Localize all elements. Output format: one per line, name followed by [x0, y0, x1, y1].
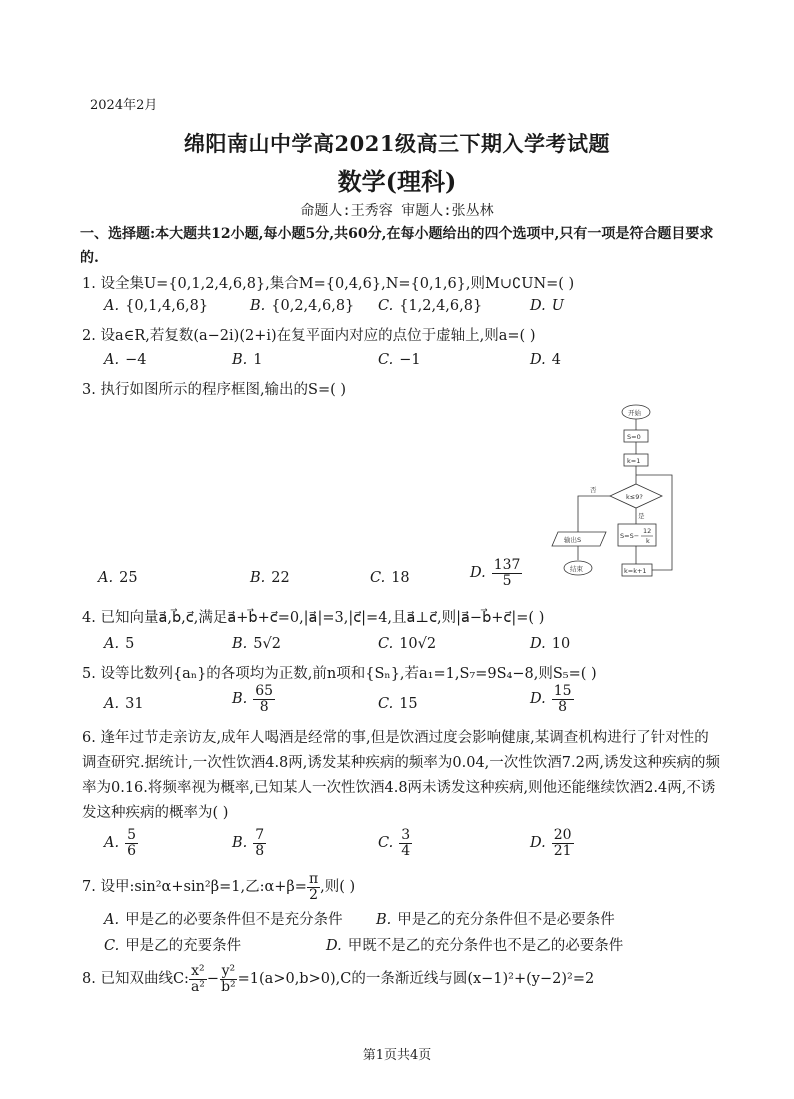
question-7-stem: 7. 设甲:sin²α+sin²β=1,乙:α+β= $\frac{\pi}{2}$ ,则( ) [82, 871, 356, 903]
exam-authors: 命题人:王秀容 审题人:张丛林 [300, 203, 494, 219]
flow-start: 开始 [628, 409, 641, 417]
q2-option-c: C. −1 [378, 352, 421, 368]
question-2-stem: 2. 设a∈R,若复数(a−2i)(2+i)在复平面内对应的点位于虚轴上,则a=( ) [82, 328, 536, 344]
q1-option-c: C. {1,2,4,6,8} [378, 298, 483, 314]
flow-init-s: S=0 [627, 433, 641, 441]
section-heading: 一、选择题:本大题共12小题,每小题5分,共60分,在每小题给出的四个选项中,只有一项是符合题目要求的. [80, 226, 714, 266]
question-6-stem: 6. 逢年过节走亲访友,成年人喝酒是经常的事,但是饮酒过度会影响健康,某调查机构进行了针对性的调查研究.据统计,一次性饮酒4.8两,诱发某种疾病的频率为0.04,一次性饮酒7.2两,诱发这种疾病的频率为0.16.将频率视为概率,已知某人一次性饮酒4.8两未诱发这种疾病,则他还能继续饮酒2.4两,不诱发这种疾病的概率为( ) [82, 730, 720, 821]
q4-option-b: B. 5√2 [232, 636, 281, 652]
q7-option-b: B. 甲是乙的充分条件但不是必要条件 [376, 912, 615, 928]
flow-output: 输出S [564, 536, 582, 544]
q1-option-a: A. {0,1,4,6,8} [104, 298, 209, 314]
flow-init-k: k=1 [627, 457, 641, 465]
flow-update-k: k=k+1 [624, 567, 647, 575]
q3-option-b: B. 22 [250, 570, 290, 586]
exam-subject: 数学(理科) [337, 167, 457, 196]
flow-frac-num: 12 [643, 527, 652, 535]
flow-condition: k≤9? [626, 493, 643, 501]
q5-option-a: A. 31 [104, 696, 144, 712]
page-footer: 第1页共4页 [362, 1048, 432, 1063]
q1-option-d: D. U [530, 298, 564, 314]
q3-option-a: A. 25 [98, 570, 138, 586]
question-5-stem: 5. 设等比数列{aₙ}的各项均为正数,前n项和{Sₙ},若a₁=1,S₇=9S₄−8,则S₅=( ) [82, 666, 597, 682]
flow-no: 否 [590, 486, 597, 494]
flow-update-s: S=S− [620, 532, 640, 540]
q5-option-d: D. $\frac{15}{8}$ [530, 683, 572, 715]
q4-option-a: A. 5 [104, 636, 135, 652]
program-flowchart [548, 400, 688, 590]
q3-option-c: C. 18 [370, 570, 410, 586]
q7-option-c: C. 甲是乙的充要条件 [104, 938, 242, 954]
q6-option-d: D. $\frac{20}{21}$ [530, 827, 572, 859]
exam-date: 2024年2月 [90, 98, 158, 113]
q6-option-a: A. $\frac{5}{6}$ [104, 827, 137, 859]
exam-title: 绵阳南山中学高2021级高三下期入学考试题 [184, 131, 610, 156]
flow-frac-den: k [646, 537, 650, 545]
q6-option-c: C. $\frac{3}{4}$ [378, 827, 411, 859]
question-4-stem: 4. 已知向量a⃗,b⃗,c⃗,满足a⃗+b⃗+c⃗=0,|a⃗|=3,|c⃗|=4,且a⃗⊥c⃗,则|a⃗−b⃗+c⃗|=( ) [82, 610, 545, 626]
q2-option-b: B. 1 [232, 352, 263, 368]
q2-option-d: D. 4 [530, 352, 561, 368]
flow-end: 结束 [570, 565, 583, 573]
q6-option-b: B. $\frac{7}{8}$ [232, 827, 265, 859]
q1-option-b: B. {0,2,4,6,8} [250, 298, 355, 314]
q7-option-d: D. 甲既不是乙的充分条件也不是乙的必要条件 [326, 938, 624, 954]
q5-option-b: B. $\frac{65}{8}$ [232, 683, 274, 715]
q4-option-d: D. 10 [530, 636, 571, 652]
q2-option-a: A. −4 [104, 352, 147, 368]
q5-option-c: C. 15 [378, 696, 418, 712]
q7-option-a: A. 甲是乙的必要条件但不是充分条件 [104, 912, 343, 928]
question-8-stem: 8. 已知双曲线C: $\frac{\text{x²}}{\text{a²}}$ − $\frac{\text{y²}}{\text{b²}}$ =1(a>0,b>0),C的一条渐近线与圆(x−1)²+(y−2)²=2 [82, 963, 595, 995]
question-3-stem: 3. 执行如图所示的程序框图,输出的S=( ) [82, 382, 347, 398]
question-1-stem: 1. 设全集U={0,1,2,4,6,8},集合M={0,4,6},N={0,1,6},则M∪∁UN=( ) [82, 276, 575, 292]
q4-option-c: C. 10√2 [378, 636, 437, 652]
flow-yes: 是 [638, 512, 645, 520]
q3-option-d: D. $\frac{137}{5}$ [470, 557, 521, 589]
